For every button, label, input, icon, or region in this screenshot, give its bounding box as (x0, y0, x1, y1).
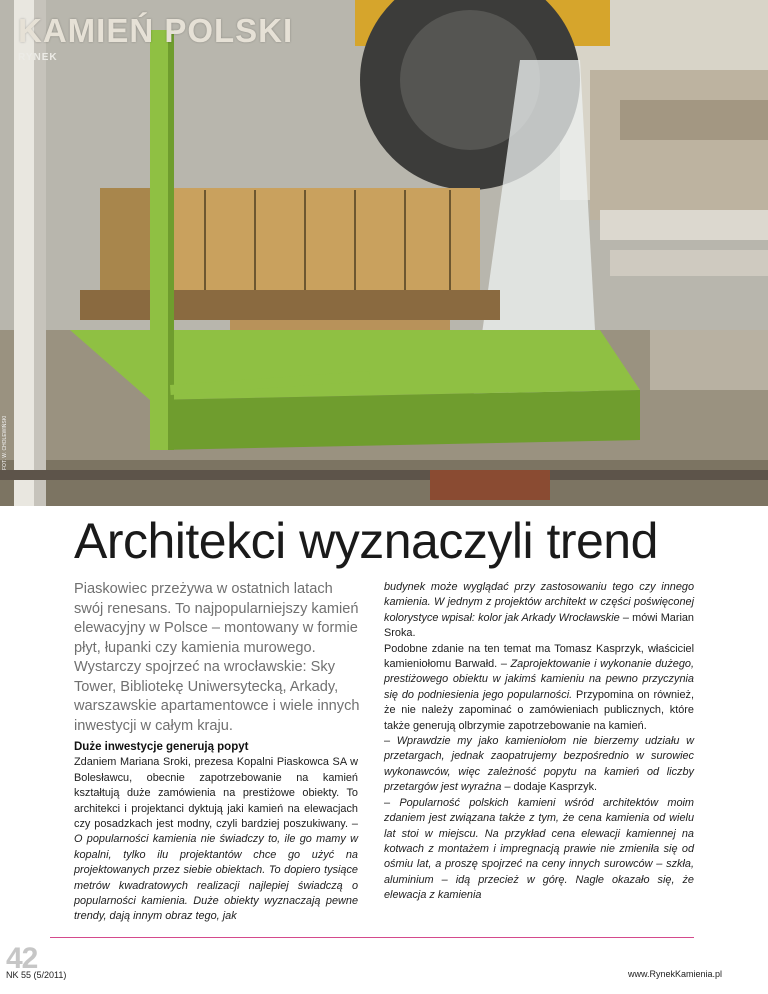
text-run: – (384, 796, 400, 809)
quote-run: O popularności kamienia nie świadczy to, ile go mamy w kopalni, tylko ilu projektantów chce go użyć na projektowanych przez siebie obiektach. To dopiero tysiące metrów kwadratowych realizacji najlepiej świadczą o popularności kamienia. Duże obiekty wyznaczają pewne trendy, dają innym obraz tego, jak (74, 833, 358, 923)
quote-run: budynek może wyglądać przy zastosowaniu tego czy innego kamienia. W jednym z projektów architekt w części poświęconej kolorystyce wpisał: kolor jak Arkady Wrocławskie (384, 581, 694, 624)
text-run: Przypomina on również, że nie należy zapominać o zamówieniach publicznych, które także generują olbrzymie zapotrzebowanie na kamień. (384, 688, 695, 732)
section-rubric: RYNEK (18, 52, 58, 63)
text-run: – (384, 735, 397, 748)
paragraph (384, 734, 694, 796)
magazine-brand: KAMIEŃ POLSKI (18, 12, 294, 49)
text-run: – mówi Marian Sroka. (384, 611, 694, 640)
page-number: 42 (6, 942, 38, 975)
column-right (384, 580, 694, 904)
paragraph (384, 796, 694, 904)
subheading: Duże inwestycje generują popyt (74, 741, 249, 753)
paragraph (384, 642, 694, 734)
article-lead: Piaskowiec przeżywa w ostatnich latach swój renesans. To najpopularniejszy kamień elewacyjny w Polsce – montowany w formie płyt, łupanki czy kamienia murowego. Wystarczy spojrzeć na wrocławskie: Sky Tower, Bibliotekę Uniwersytecką, Arkady, warszawskie apartamentowce i wiele innych inwestycji w całym kraju. (74, 581, 360, 734)
footer-divider (50, 937, 694, 938)
text-run: Zdaniem Mariana Sroki, prezesa Kopalni Piaskowca SA w Bolesławcu, obecnie zapotrzebowanie na kamień kształtują duże zamówienia na prestiżowe obiekty. To architekci i projektanci dyktują jaki kamień na elewacjach czy posadzkach jest modny, czyli bardziej poszukiwany. – (74, 756, 358, 831)
website-link[interactable]: www.RynekKamienia.pl (627, 969, 722, 979)
text-run: – dodaje Kasprzyk. (501, 781, 598, 794)
quote-run: Zaprojektowanie i wykonanie dużego, prestiżowego obiektu w jakimś kamieniu na pewno przyczynia się do podniesienia jego popularności. (384, 658, 694, 701)
issue-label: NK 55 (5/2011) (6, 970, 67, 980)
quote-run: Wprawdzie my jako kamieniołom nie bierzemy udziału w przetargach, jednak zaopatrujemy bezpośrednio w surowiec wykonawców, więc zależność popytu na kamień od liczby przetargów jest wyraźna (384, 735, 694, 794)
paragraph (384, 580, 694, 642)
paragraph (74, 755, 358, 924)
article-title: Architekci wyznaczyli trend (74, 513, 658, 569)
text-run: Podobne zdanie na ten temat ma Tomasz Kasprzyk, właściciel kamieniołomu Barwałd. – (384, 642, 694, 671)
photo-credit: FOT. W. CHOLEWIŃSKI (2, 415, 8, 470)
column-left (74, 740, 358, 925)
quote-run: Popularność polskich kamieni wśród architektów moim zdaniem jest związana także z tym, że cena kamienia od wielu lat stoi w miejscu. Na przykład cena elewacji kamiennej na kotwach z montażem i impregnacją prawie nie zmieniła się od ośmiu lat, a proszę spojrzeć na ceny innych surowców – szkła, aluminium – idą przecież w górę. Nagle okazało się, że elewacja z kamienia (384, 796, 694, 902)
